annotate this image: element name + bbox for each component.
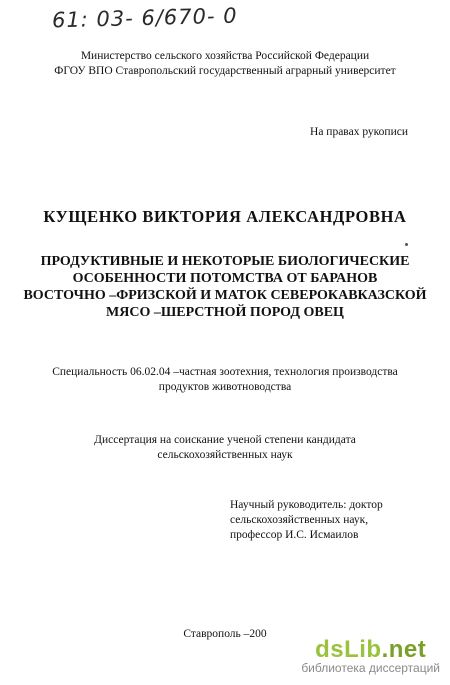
university-line: ФГОУ ВПО Ставропольский государственный аграрный университет — [54, 65, 396, 77]
watermark-logo-domain: .net — [381, 636, 427, 663]
advisor-line: сельскохозяйственных наук, — [230, 514, 369, 526]
ministry-line: Министерство сельского хозяйства Российской Федерации — [80, 50, 370, 62]
dslib-watermark — [301, 636, 440, 675]
thesis-title — [0, 253, 450, 321]
watermark-tagline: библиотека диссертаций — [301, 661, 440, 675]
handwritten-catalog-number: 61: 03- 6/670- 0 — [51, 3, 238, 33]
title-line: ОСОБЕННОСТИ ПОТОМСТВА ОТ БАРАНОВ — [72, 271, 378, 286]
advisor-line: Научный руководитель: доктор — [230, 499, 383, 511]
scientific-advisor — [230, 498, 383, 543]
title-line: МЯСО –ШЕРСТНОЙ ПОРОД ОВЕЦ — [106, 305, 344, 320]
title-line: ПРОДУКТИВНЫЕ И НЕКОТОРЫЕ БИОЛОГИЧЕСКИЕ — [40, 254, 410, 269]
degree-line: сельскохозяйственных наук — [157, 449, 293, 461]
specialty — [0, 365, 450, 395]
degree-statement — [0, 433, 450, 463]
author-name: КУЩЕНКО ВИКТОРИЯ АЛЕКСАНДРОВНА — [43, 207, 407, 226]
title-line: ВОСТОЧНО –ФРИЗСКОЙ И МАТОК СЕВЕРОКАВКАЗСКОЙ — [23, 288, 427, 303]
watermark-logo — [301, 636, 440, 664]
degree-line: Диссертация на соискание ученой степени кандидата — [94, 434, 356, 446]
ministry-header — [0, 49, 450, 79]
watermark-logo-text: dsLib — [315, 636, 382, 663]
scan-speck — [405, 243, 408, 246]
specialty-line: Специальность 06.02.04 –частная зоотехния, технология производства — [52, 366, 398, 378]
advisor-line: профессор И.С. Исмаилов — [230, 529, 359, 541]
specialty-line: продуктов животноводства — [158, 381, 292, 393]
city-year: Ставрополь –200 — [183, 628, 267, 640]
manuscript-rights-note: На правах рукописи — [310, 126, 408, 138]
